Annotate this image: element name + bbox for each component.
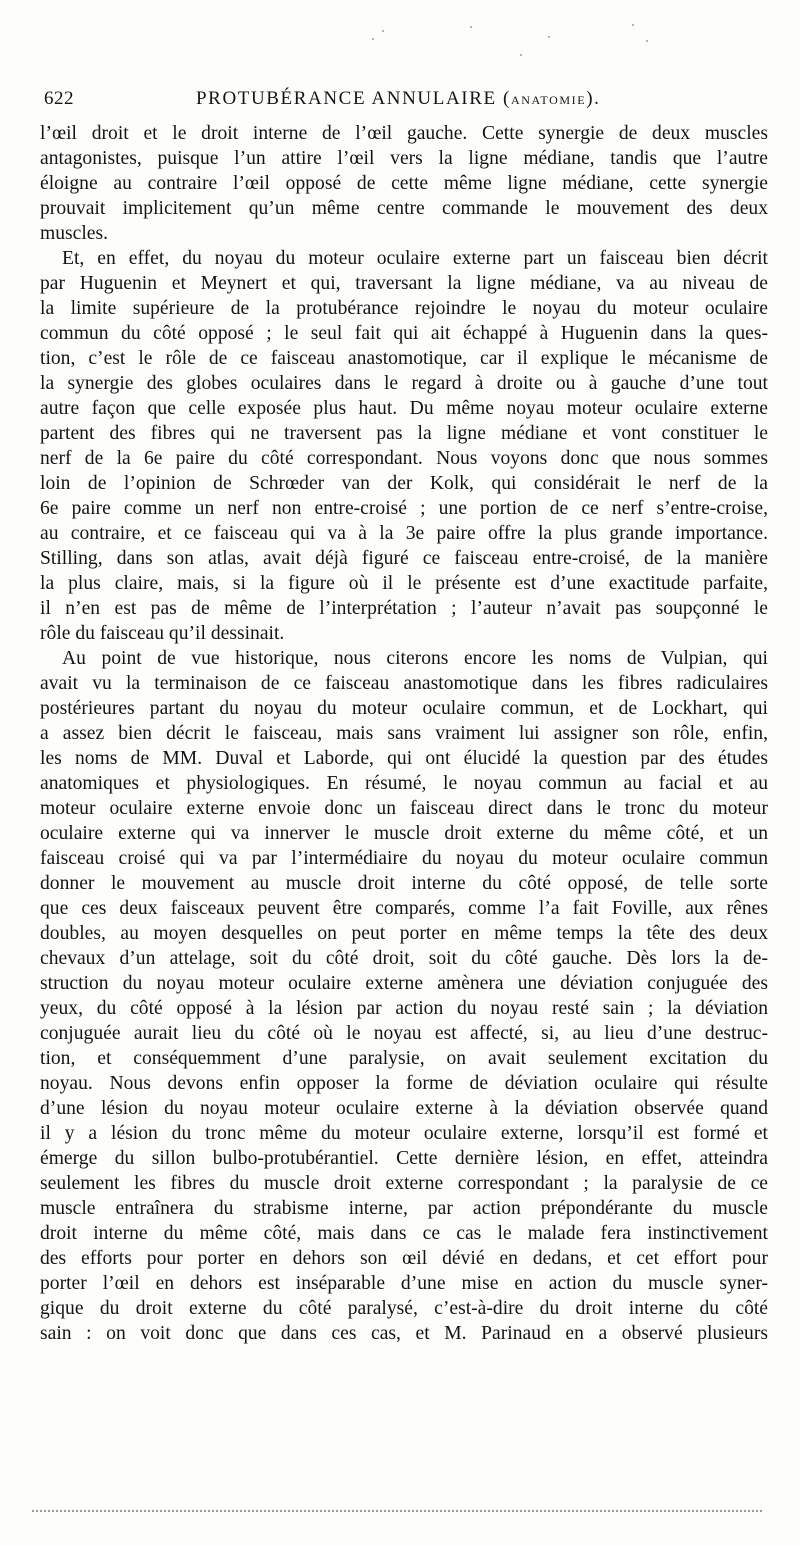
text-line: au contraire, et ce faisceau qui va à la 3e paire offre la plus grande importance. xyxy=(40,523,768,544)
text-line: porter l’œil en dehors est inséparable d’une mise en action du muscle syner- xyxy=(40,1273,768,1294)
scan-speck xyxy=(372,38,374,40)
text-line: la plus claire, mais, si la figure où il le présente est d’une exactitude parfaite, xyxy=(40,573,768,594)
text-line: tion, et conséquemment d’une paralysie, on avait seulement excitation du xyxy=(40,1048,768,1069)
text-line: tion, c’est le rôle de ce faisceau anastomotique, car il explique le mécanisme de xyxy=(40,348,768,369)
scan-speck xyxy=(470,26,472,28)
text-line: faisceau croisé qui va par l’intermédiaire du noyau du moteur oculaire commun xyxy=(40,848,768,869)
text-line: doubles, au moyen desquelles on peut porter en même temps la tête des deux xyxy=(40,923,768,944)
text-line: chevaux d’un attelage, soit du côté droit, soit du côté gauche. Dès lors la de- xyxy=(40,948,768,969)
text-line: avait vu la terminaison de ce faisceau anastomotique dans les fibres radiculaires xyxy=(40,673,768,694)
text-line: la limite supérieure de la protubérance rejoindre le noyau du moteur oculaire xyxy=(40,298,768,319)
scan-speck xyxy=(382,30,384,32)
text-line: postérieures partant du noyau du moteur oculaire commun, et de Lockhart, qui xyxy=(40,698,768,719)
running-title-main: PROTUBÉRANCE ANNULAIRE ( xyxy=(196,88,511,109)
body-text xyxy=(40,121,768,1346)
text-line: droit interne du même côté, mais dans ce cas le malade fera instinctivement xyxy=(40,1223,768,1244)
text-line: des efforts pour porter en dehors son œil dévié en dedans, et cet effort pour xyxy=(40,1248,768,1269)
text-line: anatomiques et physiologiques. En résumé, le noyau commun au facial et au xyxy=(40,773,768,794)
text-line: sain : on voit donc que dans ces cas, et M. Parinaud en a observé plusieurs xyxy=(40,1323,768,1344)
running-title-close: ). xyxy=(586,88,601,109)
text-line: muscles. xyxy=(40,223,109,244)
text-line: éloigne au contraire l’œil opposé de cette même ligne médiane, cette synergie xyxy=(40,173,768,194)
text-line: commun du côté opposé ; le seul fait qui ait échappé à Huguenin dans la ques- xyxy=(40,323,768,344)
text-line: prouvait implicitement qu’un même centre commande le mouvement des deux xyxy=(40,198,768,219)
bottom-dotted-rule xyxy=(32,1510,762,1514)
text-line: oculaire externe qui va innerver le muscle droit externe du même côté, et un xyxy=(40,823,768,844)
text-line: loin de l’opinion de Schrœder van der Kolk, qui considérait le nerf de la xyxy=(40,473,768,494)
scan-noise xyxy=(0,18,800,58)
text-line: d’une lésion du noyau moteur oculaire externe à la déviation observée quand xyxy=(40,1098,768,1119)
text-line: struction du noyau moteur oculaire externe amènera une déviation conjuguée des xyxy=(40,973,768,994)
text-line: seulement les fibres du muscle droit externe correspondant ; la paralysie de ce xyxy=(40,1173,768,1194)
text-line: l’œil droit et le droit interne de l’œil gauche. Cette synergie de deux muscles xyxy=(40,123,768,144)
text-line: 6e paire comme un nerf non entre-croisé ; une portion de ce nerf s’entre-croise, xyxy=(40,498,768,519)
text-line: émerge du sillon bulbo-protubérantiel. Cette dernière lésion, en effet, atteindra xyxy=(40,1148,768,1169)
text-line: moteur oculaire externe envoie donc un faisceau direct dans le tronc du moteur xyxy=(40,798,768,819)
text-line: partent des fibres qui ne traversent pas la ligne médiane et vont constituer le xyxy=(40,423,768,444)
text-line: muscle entraînera du strabisme interne, par action prépondérante du muscle xyxy=(40,1198,768,1219)
page-number: 622 xyxy=(44,88,74,109)
running-header xyxy=(44,88,768,118)
text-line: par Huguenin et Meynert et qui, traversant la ligne médiane, va au niveau de xyxy=(40,273,768,294)
text-line: rôle du faisceau qu’il dessinait. xyxy=(40,623,285,644)
text-line: donner le mouvement au muscle droit interne du côté opposé, de telle sorte xyxy=(40,873,768,894)
text-line: il y a lésion du tronc même du moteur oculaire externe, lorsqu’il est formé et xyxy=(40,1123,768,1144)
text-line: antagonistes, puisque l’un attire l’œil vers la ligne médiane, tandis que l’autre xyxy=(40,148,768,169)
text-line: a assez bien décrit le faisceau, mais sans vraiment lui assigner son rôle, enfin, xyxy=(40,723,768,744)
text-line: Stilling, dans son atlas, avait déjà figuré ce faisceau entre-croisé, de la manière xyxy=(40,548,768,569)
text-line: gique du droit externe du côté paralysé, c’est-à-dire du droit interne du côté xyxy=(40,1298,768,1319)
scan-speck xyxy=(646,40,648,42)
text-line: la synergie des globes oculaires dans le regard à droite ou à gauche d’une tout xyxy=(40,373,768,394)
scan-speck xyxy=(520,54,522,56)
text-line: autre façon que celle exposée plus haut. Du même noyau moteur oculaire externe xyxy=(40,398,768,419)
text-line: les noms de MM. Duval et Laborde, qui ont élucidé la question par des études xyxy=(40,748,768,769)
scan-speck xyxy=(632,24,634,26)
running-title-section: ANATOMIE xyxy=(510,93,587,107)
text-line: que ces deux faisceaux peuvent être comparés, comme l’a fait Foville, aux rênes xyxy=(40,898,768,919)
scan-speck xyxy=(548,36,550,38)
text-line: yeux, du côté opposé à la lésion par action du noyau resté sain ; la déviation xyxy=(40,998,768,1019)
running-title xyxy=(196,88,601,110)
text-line: conjuguée aurait lieu du côté où le noyau est affecté, si, au lieu d’une destruc- xyxy=(40,1023,768,1044)
text-line: noyau. Nous devons enfin opposer la forme de déviation oculaire qui résulte xyxy=(40,1073,768,1094)
text-line: Et, en effet, du noyau du moteur oculaire externe part un faisceau bien décrit xyxy=(62,248,768,269)
text-line: nerf de la 6e paire du côté correspondant. Nous voyons donc que nous sommes xyxy=(40,448,768,469)
text-line: il n’en est pas de même de l’interprétation ; l’auteur n’avait pas soupçonné le xyxy=(40,598,768,619)
text-line: Au point de vue historique, nous citerons encore les noms de Vulpian, qui xyxy=(62,648,768,669)
